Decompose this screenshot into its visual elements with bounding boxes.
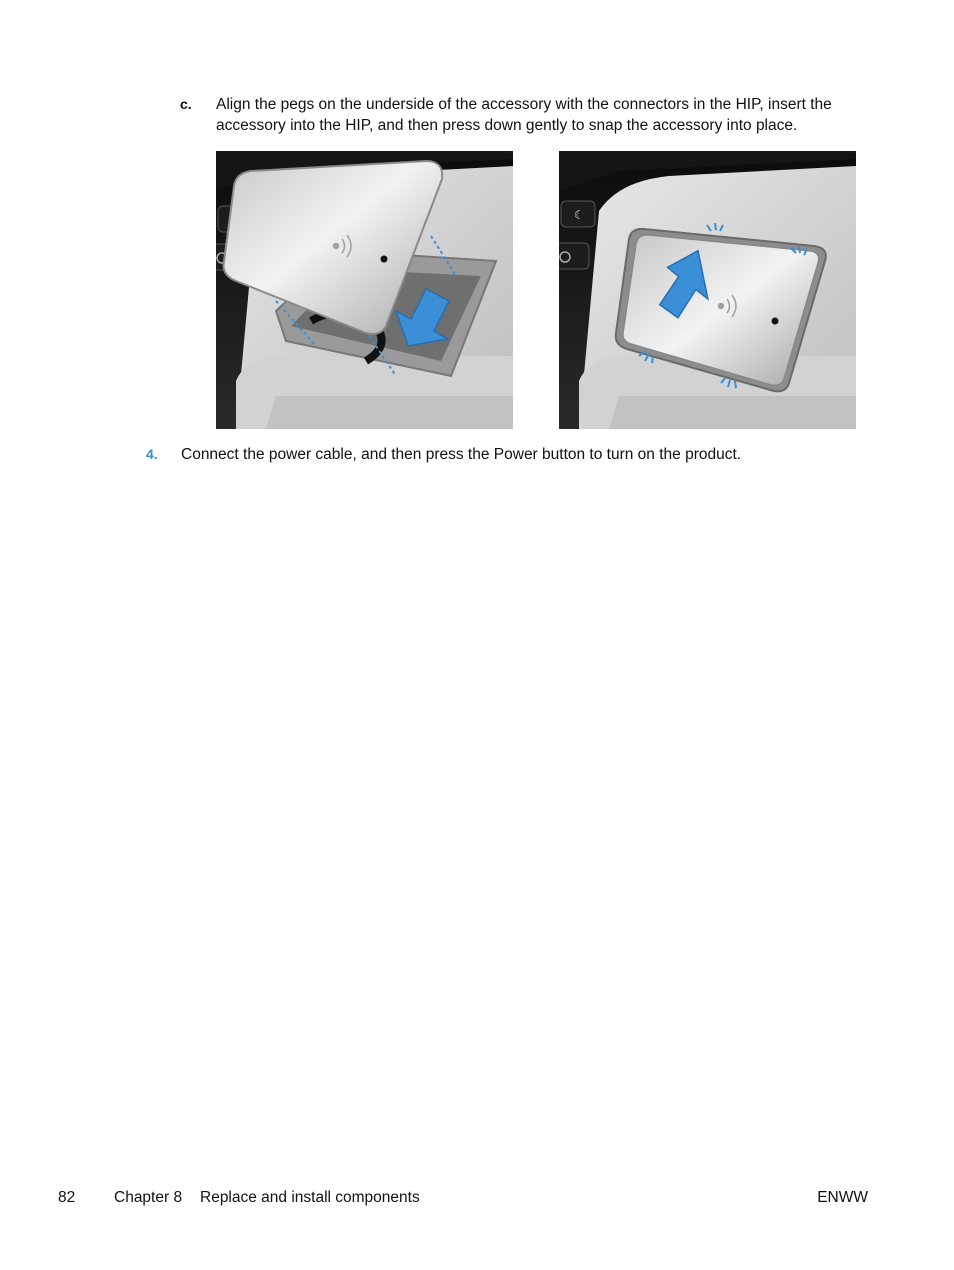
step-4-text: Connect the power cable, and then press the Power button to turn on the product. [181,446,742,463]
footer-locale: ENWW [817,1189,868,1206]
page-number: 82 [58,1189,76,1206]
step-c-text: Align the pegs on the underside of the accessory with the connectors in the HIP, insert the accessory into the HIP, and then press down gently to snap the accessory into place. [216,96,832,134]
figure-insert-accessory [216,151,513,429]
step-c-marker: c. [180,96,192,112]
step-4-number: 4. [146,446,158,462]
footer-chapter-title: Replace and install components [200,1189,420,1206]
sleep-icon-right: ☾ [574,208,585,222]
footer-chapter: Chapter 8 [114,1189,183,1206]
figure-accessory-installed [559,151,856,429]
